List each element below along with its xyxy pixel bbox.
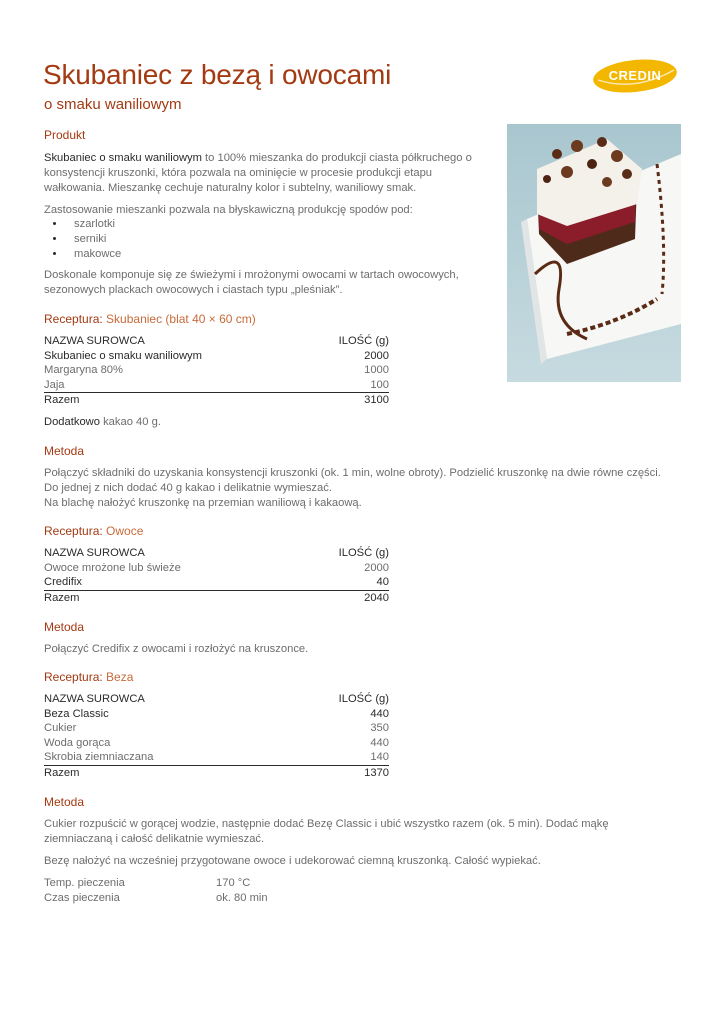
usage-intro: Zastosowanie mieszanki pozwala na błyskawiczną produkcję spodów pod: (44, 204, 413, 216)
usage-list (44, 217, 121, 261)
method-text: Cukier rozpuścić w gorącej wodzie, następnie dodać Bezę Classic i ubić wszystko razem (ok. 5 min). Dodać mąkę ziemniaczaną i całość delikatnie wymieszać. (44, 818, 609, 845)
recipe-label: Receptura: (44, 312, 103, 326)
total-label: Razem (44, 591, 80, 604)
logo-text: CREDIN (608, 68, 662, 83)
table-row (44, 750, 389, 765)
extra-value: kakao 40 g. (99, 416, 161, 428)
time-label: Czas pieczenia (44, 892, 120, 904)
table-total (44, 590, 389, 606)
method-line: Połączyć składniki do uzyskania konsystencji kruszonki (ok. 1 min, wolne obroty). Podzielić kruszonkę na dwie równe części. (44, 467, 661, 479)
method-heading: Metoda (44, 795, 85, 809)
ingredient-name: Skubaniec o smaku waniliowym (44, 349, 202, 362)
extra-note (44, 415, 161, 430)
total-value: 3100 (364, 394, 389, 406)
ingredient-name: Cukier (44, 722, 77, 734)
extra-label: Dodatkowo (44, 416, 100, 428)
ingredient-name: Woda gorąca (44, 736, 111, 749)
table-row (44, 349, 389, 364)
product-heading: Produkt (44, 128, 86, 142)
table-row (44, 736, 389, 751)
ingredient-name: Beza Classic (44, 707, 109, 720)
col-name: NAZWA SUROWCA (44, 547, 145, 559)
col-qty: ILOŚĆ (g) (338, 693, 389, 705)
col-qty: ILOŚĆ (g) (338, 335, 389, 347)
ingredient-qty: 40 (376, 576, 389, 588)
ingredient-name: Credifix (44, 576, 82, 588)
recipe-name: Skubaniec (blat 40 × 60 cm) (106, 312, 256, 326)
recipe-heading (44, 670, 133, 686)
recipe-heading (44, 312, 256, 328)
method-text: Połączyć Credifix z owocami i rozłożyć na kruszonce. (44, 643, 309, 655)
usage-item: • serniki (66, 232, 121, 247)
product-description: to 100% mieszanka do produkcji ciasta półkruchego o konsystencji kruszonki, która pozwala na ominięcie w procesie produkcji etapu wałkowania. Mieszankę cechuje naturalny kolor i subtelny, waniliowy smak. (44, 152, 472, 194)
table-row (44, 721, 389, 736)
recipe-label: Receptura: (44, 670, 103, 684)
recipe-table (44, 692, 389, 780)
method-line: Do jednej z nich dodać 40 g kakao i delikatnie wymieszać. (44, 481, 332, 494)
ingredient-qty: 140 (370, 751, 389, 763)
temp-value: 170 °C (216, 877, 251, 889)
product-intro (44, 151, 484, 195)
col-name: NAZWA SUROWCA (44, 693, 145, 705)
method-heading: Metoda (44, 620, 85, 634)
usage-item: • makowce (66, 247, 121, 262)
recipe-table (44, 334, 389, 408)
product-pairing: Doskonale komponuje się ze świeżymi i mrożonymi owocami w tartach owocowych, sezonowych plackach owocowych i ciastach typu „pleśniak”. (44, 269, 459, 296)
total-value: 1370 (364, 766, 389, 779)
table-row (44, 378, 389, 393)
page-title: Skubaniec z bezą i owocami (43, 59, 392, 90)
ingredient-name: Skrobia ziemniaczana (44, 751, 154, 763)
table-header (44, 692, 389, 707)
usage-item: • szarlotki (66, 217, 121, 232)
ingredient-name: Jaja (44, 378, 65, 391)
ingredient-qty: 1000 (364, 364, 389, 376)
table-header (44, 334, 389, 349)
recipe-name: Beza (106, 670, 134, 684)
method-heading: Metoda (44, 444, 85, 458)
ingredient-qty: 100 (370, 378, 389, 391)
table-row (44, 707, 389, 722)
page-subtitle: o smaku waniliowym (44, 96, 182, 113)
credin-logo (590, 56, 680, 96)
product-name: Skubaniec o smaku waniliowym (44, 152, 202, 164)
method-line: Na blachę nałożyć kruszonkę na przemian waniliową i kakaową. (44, 496, 362, 509)
col-name: NAZWA SUROWCA (44, 335, 145, 347)
col-qty: ILOŚĆ (g) (338, 547, 389, 559)
recipe-name: Owoce (106, 524, 144, 538)
total-value: 2040 (364, 591, 389, 604)
recipe-table (44, 546, 389, 605)
cake-photo (507, 124, 681, 382)
table-header (44, 546, 389, 561)
ingredient-name: Owoce mrożone lub świeże (44, 561, 181, 574)
recipe-label: Receptura: (44, 524, 103, 538)
method-text: Bezę nałożyć na wcześniej przygotowane owoce i udekorować ciemną kruszonką. Całość wypiekać. (44, 855, 541, 867)
method-text (44, 466, 684, 510)
table-total (44, 765, 389, 781)
table-row (44, 561, 389, 576)
recipe-heading (44, 524, 143, 540)
total-label: Razem (44, 394, 80, 406)
ingredient-name: Margaryna 80% (44, 364, 123, 376)
ingredient-qty: 440 (370, 707, 389, 720)
table-row (44, 363, 389, 378)
table-row (44, 575, 389, 590)
table-total (44, 392, 389, 408)
ingredient-qty: 350 (370, 722, 389, 734)
ingredient-qty: 440 (370, 736, 389, 749)
temp-label: Temp. pieczenia (44, 877, 125, 889)
ingredient-qty: 2000 (364, 561, 389, 574)
total-label: Razem (44, 766, 80, 779)
time-value: ok. 80 min (216, 892, 268, 904)
ingredient-qty: 2000 (364, 349, 389, 362)
